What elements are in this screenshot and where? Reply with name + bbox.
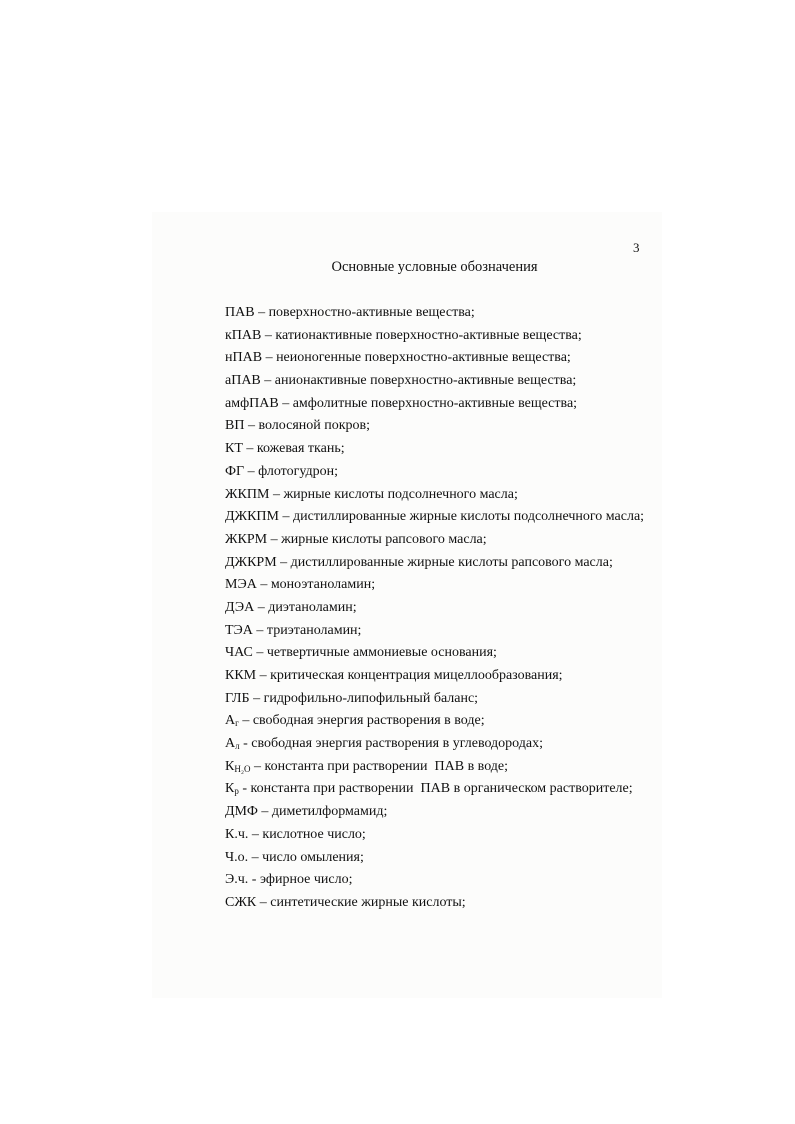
abbreviation-term: аПАВ: [225, 373, 261, 389]
abbreviation-item: [225, 892, 644, 915]
abbreviation-item: [225, 620, 644, 643]
abbreviation-item: [225, 688, 644, 711]
abbreviation-separator: –: [248, 849, 263, 865]
abbreviation-term: амфПАВ: [225, 395, 279, 411]
abbreviation-term: ДЖКПМ: [225, 509, 279, 525]
abbreviation-separator: –: [276, 554, 291, 570]
abbreviation-definition: диэтаноламин;: [268, 599, 357, 615]
abbreviation-term: Ч.о.: [225, 849, 249, 865]
abbreviation-separator: –: [269, 486, 284, 502]
abbreviation-term: ДЭА: [225, 599, 255, 615]
abbreviation-separator: –: [260, 373, 275, 389]
abbreviation-item: [225, 347, 644, 370]
abbreviation-definition: кислотное число;: [262, 826, 366, 842]
abbreviation-term: Э.ч.: [225, 872, 249, 888]
abbreviation-item: [225, 325, 644, 348]
abbreviation-definition: четвертичные аммониевые основания;: [266, 645, 497, 661]
abbreviation-item: [225, 847, 644, 870]
abbreviation-term: ЖКПМ: [225, 486, 270, 502]
abbreviation-definition: неионогенные поверхностно-активные вещества;: [276, 350, 571, 366]
abbreviation-term: ЖКРМ: [225, 531, 268, 547]
abbreviation-definition: эфирное число;: [259, 872, 353, 888]
abbreviation-separator: –: [257, 804, 272, 820]
abbreviation-separator: -: [239, 736, 252, 752]
abbreviation-definition: моноэтаноламин;: [270, 577, 376, 593]
abbreviation-separator: -: [248, 872, 260, 888]
abbreviation-separator: -: [238, 781, 251, 797]
abbreviation-item: [225, 665, 644, 688]
abbreviation-definition: амфолитные поверхностно-активные вещества;: [292, 395, 578, 411]
abbreviation-item: [225, 393, 644, 416]
abbreviation-definition: константа при растворении ПАВ в воде;: [264, 758, 509, 774]
abbreviation-term: ДЖКРМ: [225, 554, 277, 570]
abbreviation-definition: дистиллированные жирные кислоты подсолнечного масла;: [293, 509, 645, 525]
abbreviation-item: [225, 801, 644, 824]
abbreviation-definition: число омыления;: [262, 849, 364, 865]
abbreviation-term: ДМФ: [225, 804, 258, 820]
abbreviation-definition: свободная энергия растворения в углеводородах;: [251, 736, 543, 752]
page-number: 3: [633, 240, 640, 255]
abbreviation-term: кПАВ: [225, 327, 262, 343]
abbreviation-term: ТЭА: [225, 622, 253, 638]
abbreviation-definition: жирные кислоты рапсового масла;: [281, 531, 487, 547]
abbreviation-item: [225, 415, 644, 438]
abbreviation-item: [225, 574, 644, 597]
abbreviation-term: А: [225, 713, 236, 729]
abbreviation-subscript: л: [235, 741, 240, 752]
abbreviation-separator: –: [252, 622, 267, 638]
abbreviation-definition: свободная энергия растворения в воде;: [252, 713, 485, 729]
abbreviation-item: [225, 824, 644, 847]
abbreviation-separator: –: [252, 645, 267, 661]
abbreviation-definition: дистиллированные жирные кислоты рапсового масла;: [290, 554, 613, 570]
abbreviation-definition: жирные кислоты подсолнечного масла;: [283, 486, 518, 502]
abbreviation-term: ВП: [225, 418, 245, 434]
abbreviation-item: [225, 778, 644, 801]
abbreviation-list: [225, 302, 644, 915]
abbreviation-separator: –: [244, 463, 259, 479]
abbreviation-subscript: г: [235, 718, 239, 729]
abbreviation-term: К: [225, 758, 235, 774]
abbreviation-separator: –: [254, 599, 269, 615]
abbreviation-term: ПАВ: [225, 305, 255, 320]
abbreviation-term: К: [225, 781, 235, 797]
abbreviation-definition: анионактивные поверхностно-активные вещества;: [274, 373, 577, 389]
abbreviation-definition: флотогудрон;: [258, 463, 338, 479]
abbreviation-separator: –: [256, 894, 271, 910]
abbreviation-item: [225, 552, 644, 575]
abbreviation-item: [225, 370, 644, 393]
abbreviation-separator: –: [278, 395, 293, 411]
abbreviation-subscript: р: [234, 786, 239, 797]
abbreviation-term: К.ч.: [225, 826, 249, 842]
abbreviation-separator: –: [250, 758, 265, 774]
abbreviation-definition: кожевая ткань;: [256, 441, 345, 457]
abbreviation-separator: –: [267, 531, 282, 547]
abbreviation-item: [225, 529, 644, 552]
abbreviation-term: А: [225, 736, 236, 752]
abbreviation-item: [225, 484, 644, 507]
abbreviation-definition: гидрофильно-липофильный баланс;: [263, 690, 479, 706]
abbreviation-separator: –: [279, 509, 293, 525]
abbreviation-item: [225, 869, 644, 892]
abbreviation-item: [225, 597, 644, 620]
page-title: Основные условные обозначения: [331, 259, 538, 275]
abbreviation-definition: поверхностно-активные вещества;: [268, 305, 475, 320]
abbreviation-separator: –: [256, 577, 271, 593]
abbreviation-definition: триэтаноламин;: [266, 622, 362, 638]
abbreviation-item: [225, 302, 644, 325]
abbreviation-separator: –: [261, 327, 276, 343]
abbreviation-term: ФГ: [225, 463, 245, 479]
abbreviation-definition: критическая концентрация мицеллообразования;: [270, 668, 563, 683]
abbreviation-separator: –: [248, 826, 263, 842]
abbreviation-item: [225, 642, 644, 665]
abbreviation-term: нПАВ: [225, 350, 263, 366]
abbreviation-term: ЧАС: [225, 645, 253, 661]
abbreviation-subscript: H₂O: [234, 763, 251, 774]
abbreviation-item: [225, 733, 644, 756]
abbreviation-definition: диметилформамид;: [271, 804, 388, 820]
abbreviation-term: КТ: [225, 441, 243, 457]
abbreviation-definition: синтетические жирные кислоты;: [270, 894, 466, 910]
abbreviation-separator: –: [256, 668, 271, 683]
abbreviation-item: [225, 461, 644, 484]
abbreviation-term: ГЛБ: [225, 690, 250, 706]
abbreviation-separator: –: [249, 690, 264, 706]
abbreviation-definition: катионактивные поверхностно-активные вещества;: [275, 327, 582, 343]
abbreviation-item: [225, 756, 644, 779]
abbreviation-separator: –: [262, 350, 277, 366]
abbreviation-separator: –: [242, 441, 257, 457]
abbreviation-separator: –: [254, 305, 269, 320]
abbreviation-separator: –: [244, 418, 259, 434]
abbreviation-item: [225, 506, 644, 529]
abbreviation-item: [225, 710, 644, 733]
abbreviation-term: ККМ: [225, 668, 257, 683]
abbreviation-separator: –: [238, 713, 253, 729]
abbreviation-term: МЭА: [225, 577, 257, 593]
abbreviation-term: СЖК: [225, 894, 257, 910]
abbreviation-definition: волосяной покров;: [258, 418, 371, 434]
abbreviation-item: [225, 438, 644, 461]
abbreviation-definition: константа при растворении ПАВ в органическом растворителе;: [250, 781, 633, 797]
